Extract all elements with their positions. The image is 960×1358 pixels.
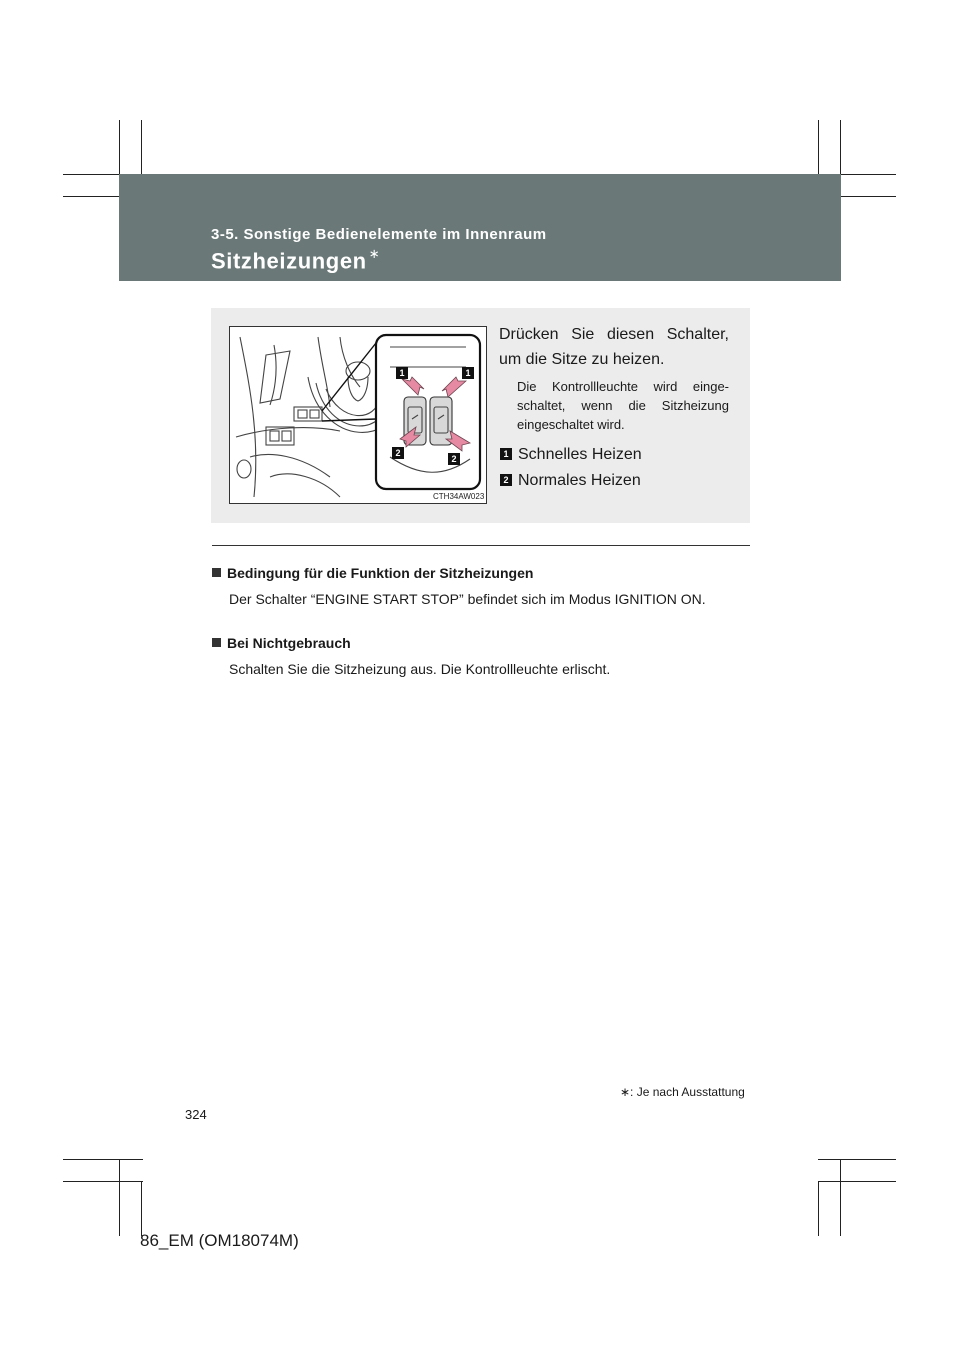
crop-mark [63,1159,143,1160]
crop-mark [818,1181,896,1182]
figure-code: CTH34AW023 [433,492,485,501]
condition-heading [212,565,533,581]
page-title [211,248,380,274]
bullet-square-icon [212,568,221,577]
legend-label: Schnelles Heizen [518,446,642,463]
document-id: 86_EM (OM18074M) [140,1231,299,1250]
figure-instruction: Drücken Sie diesen Schalter, um die Sitze zu heizen. [499,326,729,368]
crop-mark [818,1181,819,1236]
seat-heater-illustration [230,327,486,503]
figure-note: Die Kontrollleuchte wird einge-schaltet, wenn die Sitzheizung eingeschaltet wird. [517,379,729,432]
section-divider [212,545,750,546]
crop-mark [119,1159,120,1236]
callout-badge: 1 [396,367,408,379]
callout-badge: 2 [448,453,460,465]
optional-equipment-mark: ∗ [368,246,381,261]
crop-mark [818,1159,896,1160]
legend-label: Normales Heizen [518,472,641,489]
legend-item [500,446,642,464]
legend-item [500,472,641,490]
footnote: ∗: Je nach Ausstattung [620,1085,745,1099]
condition-heading-text: Bei Nichtgebrauch [227,635,351,651]
condition-heading [212,635,351,651]
callout-badge: 2 [392,447,404,459]
crop-mark [141,1181,142,1236]
crop-mark [840,1159,841,1236]
condition-text: Der Schalter “ENGINE START STOP” befindet sich im Modus IGNITION ON. [229,591,706,607]
legend-number-badge: 2 [500,474,512,486]
condition-text: Schalten Sie die Sitzheizung aus. Die Kontrollleuchte erlischt. [229,661,611,677]
legend-number-badge: 1 [500,448,512,460]
page-number: 324 [185,1107,207,1122]
section-label: 3-5. Sonstige Bedienelemente im Innenraum [211,226,547,243]
bullet-square-icon [212,638,221,647]
page-title-text: Sitzheizungen [211,248,367,274]
callout-badge: 1 [462,367,474,379]
crop-mark [63,1181,143,1182]
condition-heading-text: Bedingung für die Funktion der Sitzheizungen [227,565,534,581]
figure-illustration [229,326,487,504]
